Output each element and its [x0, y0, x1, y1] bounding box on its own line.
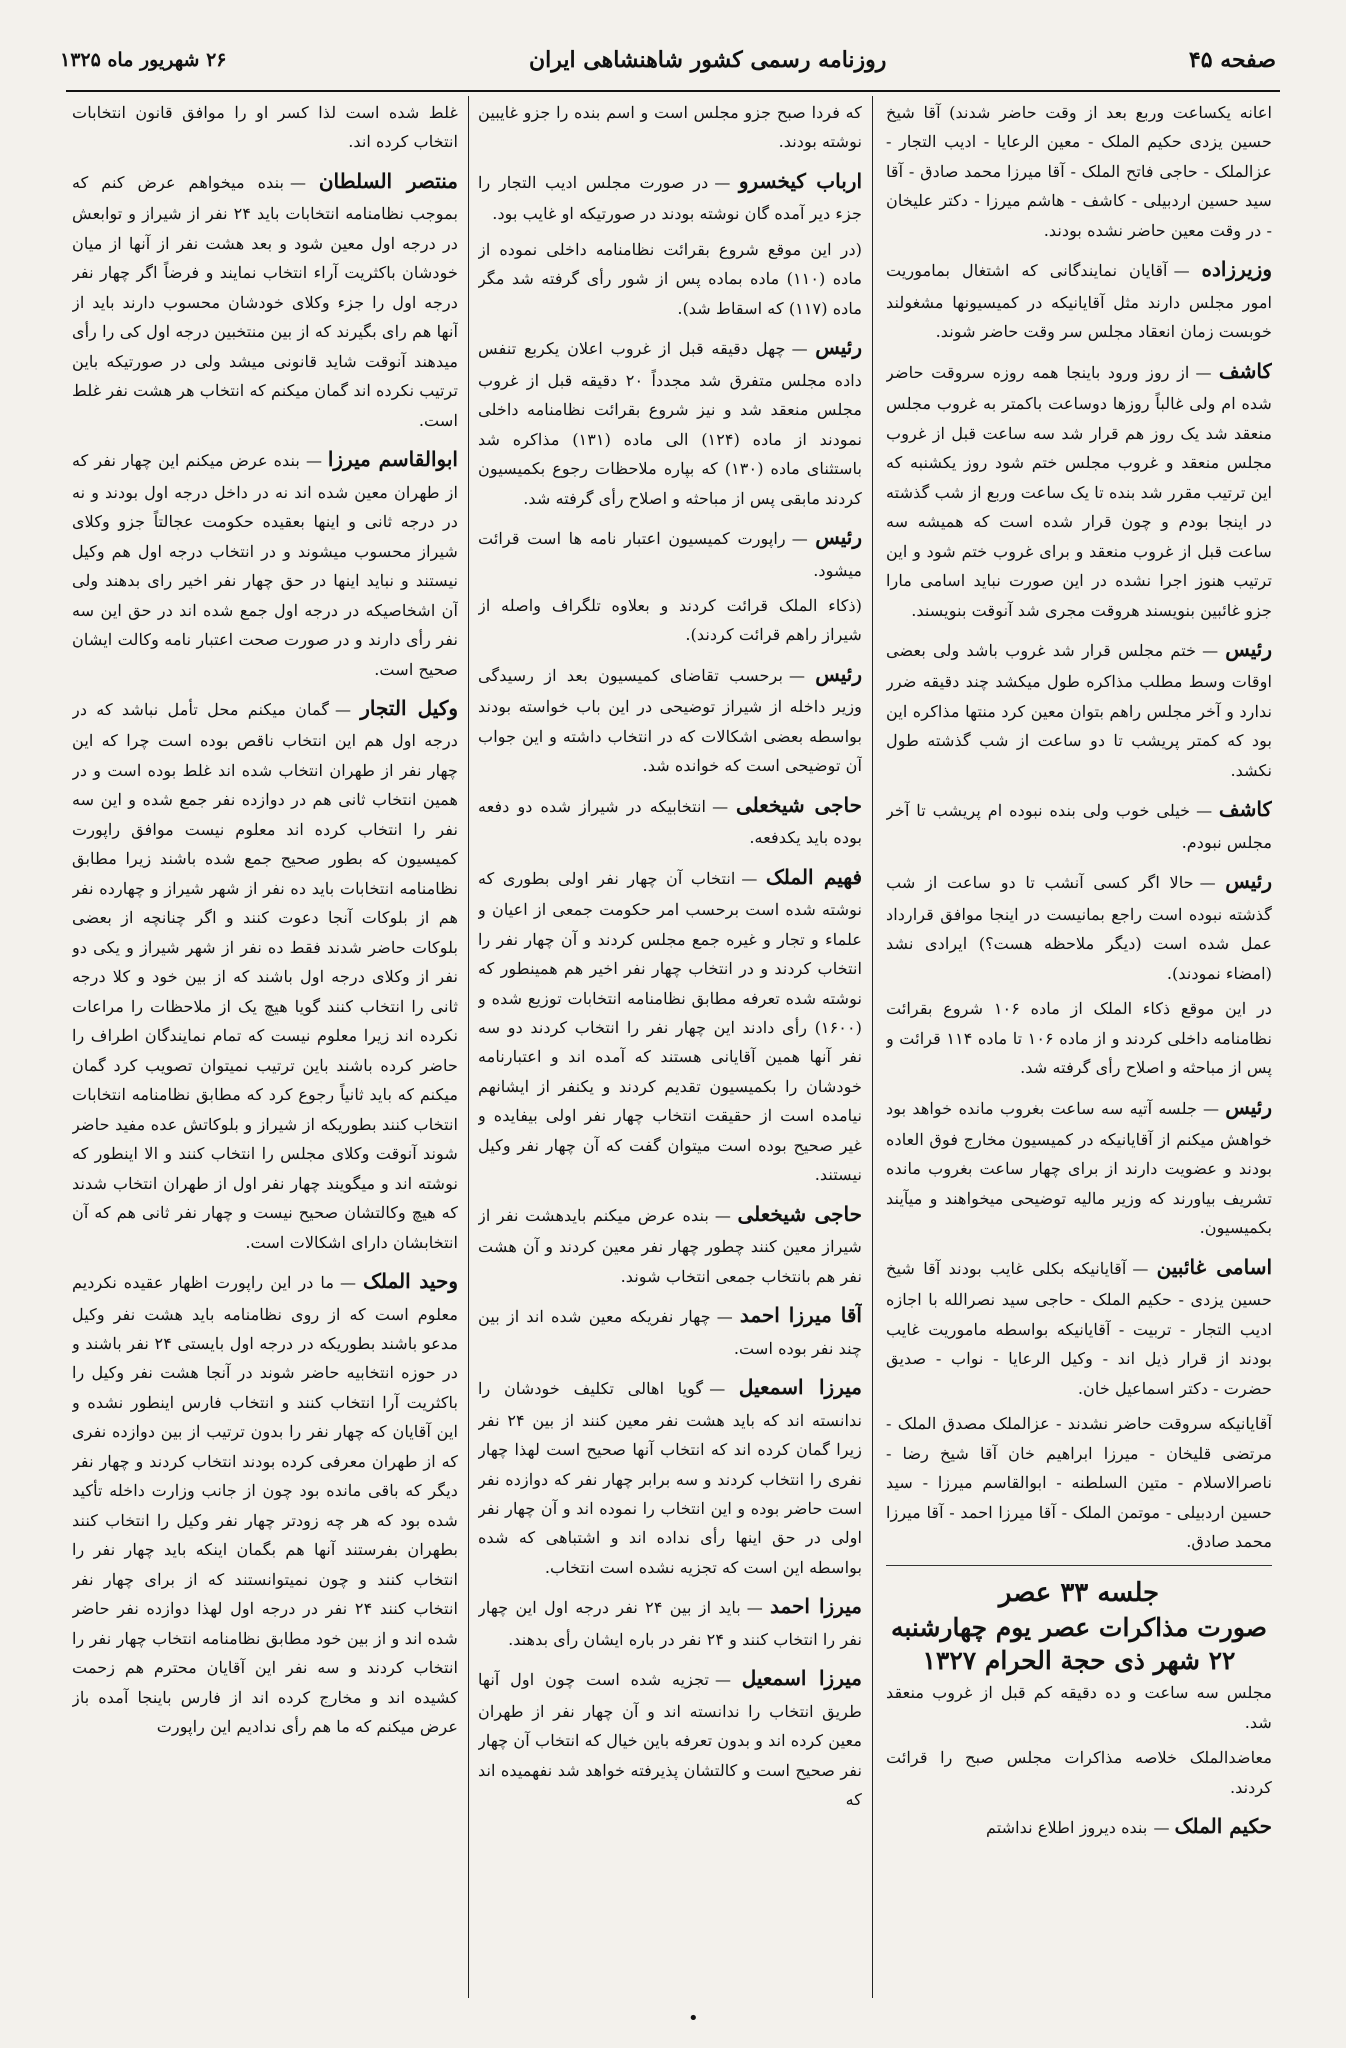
speech-text: (در این موقع شروع بقرائت نظامنامه داخلی نموده از ماده (۱۱۰) ماده بماده پس از شور رأی گرفته شد مگر ماده (۱۱۷) که اسقاط شد).: [478, 239, 862, 318]
speech-block: [886, 1808, 1272, 1844]
speech-text: آقایانیکه بکلی غایب بودند آقا شیخ حسین یزدی - حکیم الملک - حاجی سید نصرالله با اجازه ادیب التجار - تربیت - آقایانیکه بواسطه ماموریت غایب بودند از قرار ذیل اند - وکیل الرعایا - نواب - صدیق حضرت - دکتر اسماعیل خان.: [886, 1258, 1272, 1398]
paragraph: [478, 519, 862, 585]
paragraph: [886, 98, 1272, 245]
paragraph: [886, 1808, 1272, 1844]
speech-block: [478, 1588, 862, 1654]
speech-text: انتخاب آن چهار نفر اولی بطوری که نوشته شده است برحسب امر حکومت جمعی از اعیان و علماء و تجار و غیره جمع مجلس کردند و آن چهار نفر را انتخاب کردند و در انتخاب چهار نفر اخیر هم همینطور که نوشته شده تعرفه مطابق نظامنامه انتخابات توزیع شده و (۱۶۰۰) رأی دادند این چهار نفر را انتخاب کردند دو سه نفر آنها همین آقایانی هستند که آمده اند و اعتبارنامه خودشان را بکمیسیون تقدیم کردند و یکنفر از ایشانهم نیامده است از حقیقت انتخاب چهار نفر اولی بیفایده و غیر صحیح بوده است میتوان گفت که آن چهار نفر وکیل نیستند.: [478, 868, 862, 1185]
speech-text: غلط شده است لذا کسر او را موافق قانون انتخابات انتخاب کرده اند.: [72, 103, 458, 152]
speech-block: [886, 251, 1272, 346]
speech-text: جلسه آتیه سه ساعت بغروب مانده خواهد بود خواهش میکنم از آقایانیکه در کمیسیون مخارج فوق العاده بودند و عضویت دارند از برای چهار ساعت بغروب مانده تشریف بیاورند که وزیر مالیه توضیحی میخواهند و میآیند بکمیسیون.: [886, 1098, 1272, 1238]
speech-block: [72, 1263, 458, 1742]
speech-text: در این موقع ذکاء الملک از ماده ۱۰۶ شروع بقرائت نظامنامه داخلی کردند و از ماده ۱۰۶ تا ماده ۱۱۴ قرائت و پس از مباحثه و اصلاح رأی گرفته شد.: [886, 999, 1272, 1078]
session-opening-blocks: [886, 1678, 1272, 1844]
speech-block: [886, 791, 1272, 857]
paragraph: [478, 98, 862, 157]
paragraph: [478, 1369, 862, 1582]
speech-text: آقایانیکه سروقت حاضر نشدند - عزالملک مصدق الملک - مرتضی قلیخان - میرزا ابراهیم خان آقا شیخ رضا - ناصرالاسلام - متین السلطنه - ابوالقاسم میرزا - سید حسین اردبیلی - موتمن الملک - آقا میرزا احمد - آقا میرزا محمد صادق.: [886, 1414, 1272, 1552]
paragraph: [478, 329, 862, 513]
paragraph: [478, 787, 862, 853]
speech-text: خیلی خوب ولی بنده نبوده ام پریشب تا آخر مجلس نبودم.: [886, 801, 1272, 852]
paragraph: [886, 353, 1272, 625]
speech-text: برحسب تقاضای کمیسیون بعد از رسیدگی وزیر داخله از شیراز توضیحی در این باب خواسته بودند بواسطه بعضی اشکالات که در انتخاب داشته و این جواب آن توضیحی است که خوانده شد.: [478, 665, 862, 776]
speaker-name: اسامی غائبین —: [1132, 1255, 1272, 1279]
speech-text: چهل دقیقه قبل از غروب اعلان یکربع تنفس داده مجلس متفرق شد مجدداً ۲۰ دقیقه قبل از غروب مجلس منعقد شد و نیز شروع بقرائت نظامنامه داخلی نمودند از ماده (۱۲۴) الی ماده (۱۳۱) مذاکره شد باستثنای ماده (۱۳۰) که بپاره ملاحظات رجوع بکمیسیون کردند مابقی پس از مباحثه و اصلاح رأی گرفته شد.: [478, 339, 862, 508]
speech-text: آقایان نمایندگانی که اشتغال بماموریت امور مجلس دارند مثل آقایانیکه در کمیسیونها مشغولند خوبست زمان انعقاد مجلس سر وقت حاضر شوند.: [886, 261, 1272, 342]
page-number: صفحه ۴۵: [1188, 47, 1276, 73]
session-heading: [886, 1576, 1272, 1679]
middle-column-blocks: [478, 98, 862, 1815]
paragraph: [886, 1678, 1272, 1737]
left-column-blocks: [72, 98, 458, 1742]
speech-text: ختم مجلس قرار شد غروب باشد ولی بعضی اوقات وسط مطلب مذاکره طول میکشد چند دقیقه ضرر ندارد و آخر مجلس راهم بتوان معین کرد منتها مذاکره این بود که کمتر پریشب تا دو ساعت از شب گذشته طول نکشد.: [886, 641, 1272, 780]
right-column: [886, 98, 1272, 1988]
header-rule: [66, 90, 1280, 92]
paragraph: [72, 1263, 458, 1742]
speech-block: [886, 1743, 1272, 1802]
paragraph: [886, 994, 1272, 1082]
speech-block: [478, 1660, 862, 1814]
speech-block: [478, 235, 862, 323]
speech-block: [478, 656, 862, 781]
speech-block: [72, 441, 458, 684]
speech-block: [886, 994, 1272, 1082]
speaker-name: رئیس —: [1200, 869, 1272, 893]
paragraph: [478, 1588, 862, 1654]
speech-text: انتخابیکه در شیراز شده دو دفعه بوده باید یکدفعه.: [478, 796, 862, 848]
speaker-name: میرزا اسمعیل —: [709, 1375, 862, 1399]
session-title: صورت مذاکرات عصر یوم چهارشنبه: [890, 1612, 1268, 1642]
speaker-name: منتصر السلطان —: [290, 169, 458, 193]
paragraph: [886, 1743, 1272, 1802]
speech-block: [886, 863, 1272, 988]
speech-block: [886, 1089, 1272, 1243]
section-divider: [886, 1565, 1272, 1566]
speech-text: که فردا صبح جزو مجلس است و اسم بنده را جزو غایبین نوشته بودند.: [478, 103, 862, 152]
paragraph: [886, 631, 1272, 785]
paragraph: [72, 163, 458, 435]
speech-block: [886, 1678, 1272, 1737]
speech-block: [72, 163, 458, 435]
speaker-name: ارباب کیخسرو —: [714, 169, 862, 193]
speech-text: راپورت کمیسیون اعتبار نامه ها است قرائت میشود.: [478, 529, 862, 580]
paragraph: [478, 163, 862, 229]
paragraph: [478, 1196, 862, 1291]
speaker-name: رئیس —: [789, 662, 862, 686]
speech-block: [72, 98, 458, 157]
speaker-name: وحید الملک —: [340, 1269, 458, 1293]
speech-block: [72, 690, 458, 1257]
speaker-name: میرزا احمد —: [747, 1594, 862, 1618]
paragraph: [478, 235, 862, 323]
newspaper-title: روزنامه رسمی کشور شاهنشاهی ایران: [528, 47, 887, 73]
column-divider: [468, 96, 469, 1998]
speech-block: [886, 631, 1272, 785]
right-column-blocks: [886, 98, 1272, 1557]
paragraph: [886, 1409, 1272, 1556]
speaker-name: فهیم الملک —: [741, 865, 862, 889]
speaker-name: رئیس —: [792, 335, 862, 359]
page-header: [60, 32, 1276, 88]
speech-block: [478, 98, 862, 157]
speaker-name: حکیم الملک —: [1153, 1814, 1272, 1838]
speech-block: [478, 1369, 862, 1582]
paragraph: [72, 441, 458, 684]
speech-text: ما در این راپورت اظهار عقیده نکردیم معلوم است که از روی نظامنامه باید هشت نفر وکیل مدعو باشند بطوریکه در درجه اول بایستی ۲۴ نفر باشند و در حوزه انتخابیه حاضر شوند در آنجا هشت نفر وکیل را باکثریت آرا انتخاب کنند و انتخاب فارس اینطور نشده و این آقایان که چهار نفر را بدون ترتیب از بین دوازده نفری که از طهران معرفی کرده بودند انتخاب کردند و چهار نفر دیگر که باقی مانده بود چون از جانب وزارت داخله تأکید شده بود که هر چه زودتر چهار نفر وکیل را انتخاب کنند بطهران بفرستند آنها هم بگمان اینکه باید چهار نفر را انتخاب کنند و چون نمیتوانستند که از برای چهار نفر انتخاب کنند ۲۴ نفر در درجه اول لهذا دوازده نفر حاضر شده اند و از بین خود مطابق نظامنامه انتخاب چهار نفر را انتخاب کردند و سه نفر این آقایان محترم هم زحمت کشیده اند و مخارج کرده اند از فارس باینجا آمده باز عرض میکنم که ما هم رأی ندادیم این راپورت: [72, 1273, 458, 1737]
session-number: جلسه ۳۳ عصر: [998, 1577, 1160, 1608]
speech-text: چهار نفریکه معین شده اند از بین چند نفر بوده است.: [478, 1307, 862, 1358]
speech-text: بنده عرض میکنم این چهار نفر که از طهران معین شده اند نه در داخل درجه اول بودند و نه در درجه ثانی و اینها بعقیده حکومت عجالتاً جزو وکلای شیراز محسوب میشوند و در انتخاب درجه اول هم وکیل نیستند و نباید اینها در حق چهار نفر اخیر رای بدهند ولی آن اشخاصیکه در درجه اول جمع شده اند در حق این سه نفر رأی دارند و در صورت صحت اعتبار نامه وکالت ایشان صحیح است.: [72, 451, 458, 679]
speech-block: [478, 1297, 862, 1363]
speech-text: تجزیه شده است چون اول آنها طریق انتخاب را ندانسته اند و آن چهار نفر از طهران معین کرده اند و بدون تعرفه باین خیال که انتخاب آن چهار نفر صحیح است و کالتشان پذیرفته خواهد شد نفهمیده اند که: [478, 1670, 862, 1810]
paragraph: [478, 1660, 862, 1814]
paragraph: [886, 863, 1272, 988]
paragraph: [478, 591, 862, 650]
speech-text: باید از بین ۲۴ نفر درجه اول این چهار نفر را انتخاب کنند و ۲۴ نفر در باره ایشان رأی بدهند.: [478, 1598, 862, 1649]
left-column: [72, 98, 458, 1988]
speaker-name: وزیرزاده —: [1174, 257, 1272, 281]
paragraph: [72, 98, 458, 157]
speech-block: [886, 1249, 1272, 1403]
speaker-name: رئیس —: [792, 525, 862, 549]
speech-block: [886, 353, 1272, 625]
speech-text: مجلس سه ساعت و ده دقیقه کم قبل از غروب منعقد شد.: [886, 1683, 1272, 1732]
column-divider: [872, 96, 873, 1998]
speech-text: حالا اگر کسی آنشب تا دو ساعت از شب گذشته نبوده است راجع بمانیست در اینجا موافق قرارداد عمل شده است (دیگر ملاحظه هست؟) ایرادی نشد (امضاء نمودند).: [886, 873, 1272, 983]
speech-text: گمان میکنم محل تأمل نباشد که در درجه اول هم این انتخاب ناقص بوده است چرا که این چهار نفر از طهران انتخاب شده اند غلط بوده است و در همین انتخاب ثانی هم در دوازده نفر جمع شده و این سه نفر را انتخاب کرده اند معلوم نیست موافق راپورت کمیسیون که بطور صحیح جمع شده باشند زیرا مطابق نظامنامه انتخابات باید ده نفر از شهر شیراز و چهارده نفر هم از بلوکات آنجا دعوت کنند و اگر چنانچه از بعضی بلوکات حاضر شدند فقط ده نفر از شهر شیراز و یکی دو نفر از وکلای درجه اول باشند که از بین خود و کلا درجه ثانی را انتخاب کنند گویا هیچ یک از ملاحظات را مراعات نکرده اند زیرا معلوم نیست که تمام نمایندگان اطراف را حاضر کرده باشند باین ترتیب نمیتوان تصویب کرد گمان میکنم که باید ثانیاً رجوع کرد که مطابق نظامنامه انتخابات انتخاب کنند بطوریکه از شیراز و بلوکاتش عده مفید حاضر شوند آنوقت وکلای مجلس را انتخاب کنند و الا اینطور که نوشته اند و میگویند چهار نفر اول از طهران انتخاب شدند که هیچ وکالتشان صحیح نیست و چهار نفر ثانی هم که آن انتخابشان دارای اشکالات است.: [72, 700, 458, 1252]
speaker-name: حاجی شیخعلی —: [715, 1202, 862, 1226]
speaker-name: رئیس —: [1203, 1095, 1272, 1119]
speaker-name: میرزا اسمعیل —: [715, 1666, 862, 1690]
speech-text: از روز ورود باینجا همه روزه سروقت حاضر شده ام ولی غالباً روزها دوساعت باکمتر به غروب مجلس منعقد شد یک روز هم قرار شد سه ساعت قبل از غروب مجلس منعقد و غروب مجلس ختم شود روز یکشنبه که این ترتیب مقرر شد بنده تا یک ساعت وربع از شب گذشته در اینجا بودم و چون قرار شده است که همیشه سه ساعت قبل از غروب منعقد و برای غروب ختم شود و این ترتیب هنوز اجرا نشده در این صورت نباید اسامی مارا جزو غائبین بنویسند هروقت مجری شد آنوقت بنویسند.: [886, 362, 1272, 620]
speech-text: گویا اهالی تکلیف خودشان را ندانسته اند که باید هشت نفر معین کنند از بین ۲۴ نفر زیرا گمان کرده اند که انتخاب آنها صحیح است لهذا چهار نفری را انتخاب کردند و سه برابر چهار نفر که دوازده نفر است حاضر بوده و این انتخاب را نموده اند و آن چهار نفر اولی در حق اینها رأی نداده اند و اشتباهی که شده بواسطه این است که تجزیه نشده است انتخاب.: [478, 1379, 862, 1577]
speaker-name: رئیس —: [1202, 637, 1272, 661]
speech-text: معاضدالملک خلاصه مذاکرات مجلس صبح را قرائت کردند.: [886, 1748, 1272, 1797]
speech-block: [478, 787, 862, 853]
speech-text: اعانه یکساعت وربع بعد از وقت حاضر شدند) آقا شیخ حسین یزدی حکیم الملک - معین الرعایا - ادیب التجار - عزالملک - حاجی فاتح الملک - آقا میرزا محمد صادق - آقا سید حسین اردبیلی - کاشف - هاشم میرزا - دکتر علیخان - در وقت معین حاضر نشده بودند.: [886, 103, 1272, 240]
speaker-name: کاشف —: [1195, 359, 1272, 383]
speech-block: [478, 519, 862, 585]
paragraph: [886, 791, 1272, 857]
paragraph: [72, 690, 458, 1257]
speech-block: [478, 1196, 862, 1291]
paragraph: [886, 1089, 1272, 1243]
paragraph: [478, 1297, 862, 1363]
speech-block: [478, 591, 862, 650]
speech-text: بنده عرض میکنم بایدهشت نفر از شیراز معین کنند چطور چهار نفر معین کردند و آن هشت نفر هم بانتخاب جمعی انتخاب شوند.: [478, 1205, 862, 1286]
speaker-name: آقا میرزا احمد —: [717, 1303, 862, 1327]
speech-text: بنده میخواهم عرض کنم که بموجب نظامنامه انتخابات باید ۲۴ نفر از شیراز و توابعش در درجه اول معین شود و بعد هشت نفر از آنها از میان خودشان باکثریت آراء انتخاب نمایند و فرضاً اگر چهار نفر درجه اول را جزء وکلای خودشان محسوب دارند باید از آنها هم رای بگیرند که از بین منتخبین درجه اول کی را رأی میدهند آنوقت شاید قانونی میشد ولی در صورتیکه باین ترتیب نکرده اند گمان میکنم که انتخاب هر هشت نفر غلط است.: [72, 172, 458, 430]
speaker-name: حاجی شیخعلی —: [712, 793, 862, 817]
speech-text: بنده دیروز اطلاع نداشتم: [985, 1818, 1148, 1838]
speech-block: [478, 859, 862, 1190]
issue-date: ۲۶ شهریور ماه ۱۳۲۵: [60, 49, 227, 71]
session-date: ۲۲ شهر ذی حجة الحرام ۱۳۲۷: [922, 1646, 1236, 1676]
speech-text: در صورت مجلس ادیب التجار را جزء دیر آمده گان نوشته بودند در صورتیکه او غایب بود.: [478, 172, 862, 224]
speech-text: (ذکاء الملک قرائت کردند و بعلاوه تلگراف واصله از شیراز راهم قرائت کردند).: [478, 595, 862, 645]
paragraph: [478, 859, 862, 1190]
speech-block: [886, 98, 1272, 245]
speaker-name: وکیل التجار —: [335, 696, 458, 720]
paragraph: [478, 656, 862, 781]
speaker-name: کاشف —: [1196, 797, 1272, 821]
speaker-name: ابوالقاسم میرزا —: [306, 447, 458, 471]
paragraph: [886, 1249, 1272, 1403]
speech-block: [478, 163, 862, 229]
page-end-mark: •: [688, 2008, 699, 2029]
speech-block: [886, 1409, 1272, 1556]
paragraph: [886, 251, 1272, 346]
middle-column: [478, 98, 862, 1988]
speech-block: [478, 329, 862, 513]
